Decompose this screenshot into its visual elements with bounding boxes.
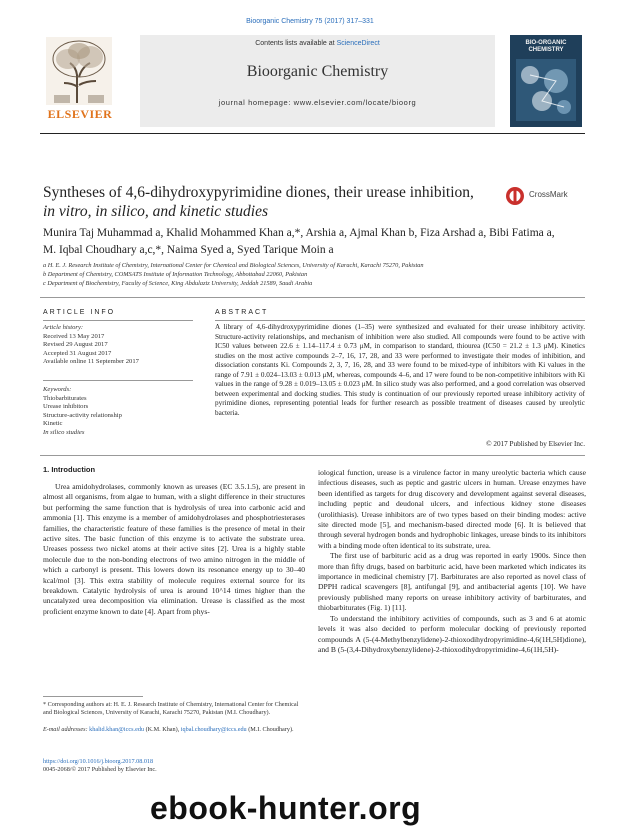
email-owner-choudhary: (M.I. Choudhary). xyxy=(248,726,294,733)
journal-masthead xyxy=(140,35,495,127)
email-link-khan[interactable]: khalid.khan@iccs.edu xyxy=(89,726,145,733)
authors-line1[interactable]: Munira Taj Muhammad a, Khalid Mohammed Khan a,*, Arshia a, Ajmal Khan b, Fiza Arshad a, Bibi Fatima a, xyxy=(43,227,555,239)
keywords-label: Keywords: xyxy=(43,386,72,393)
journal-homepage[interactable]: journal homepage: www.elsevier.com/locate/bioorg xyxy=(218,98,417,107)
affiliation-c: c Department of Biochemistry, Faculty of Science, King Abdulaziz University, Jeddah 21589, Saudi Arabia xyxy=(43,280,313,287)
issn-line: 0045-2068/© 2017 Published by Elsevier Inc. xyxy=(43,766,157,774)
keyword-item: Kinetic xyxy=(43,420,63,428)
journal-header xyxy=(40,35,585,130)
history-label: Article history: xyxy=(43,324,84,331)
crossmark-icon xyxy=(505,186,525,206)
article-title-line2: in vitro, in silico, and kinetic studies xyxy=(43,203,269,220)
affiliation-b: b Department of Chemistry, COMSATS Institute of Information Technology, Abbottabad 22060, Pakistan xyxy=(43,271,308,278)
journal-title: Bioorganic Chemistry xyxy=(246,63,389,80)
article-info-heading: ARTICLE INFO xyxy=(43,309,116,316)
email-owner-khan: (K.M. Khan), xyxy=(145,726,180,733)
footnote-rule xyxy=(43,696,143,697)
elsevier-tree-icon xyxy=(46,37,112,105)
abstract-copyright: © 2017 Published by Elsevier Inc. xyxy=(486,440,585,448)
author-list xyxy=(43,225,593,259)
article-info-rule xyxy=(43,320,193,321)
article-history xyxy=(43,324,193,367)
keyword-item: Structure-activity relationship xyxy=(43,411,122,419)
intro-paragraph: To understand the inhibitory activities of compounds, such as 3 and 6 at atomic levels it was also decided to perform molecular docking of previously reported compounds A (5-(4-Methylbenzylidene)-2-thioxodihydropyrimidine-4,6(1H,5H)dione), and B (5-(3,4-Dihydroxybenzylidene)-2-thioxodihydropyrimidine-4,6(1H,5H)- xyxy=(318,613,586,654)
abstract-rule xyxy=(215,320,585,321)
history-accepted: Accepted 31 August 2017 xyxy=(43,349,112,357)
history-revised: Revised 29 August 2017 xyxy=(43,341,108,349)
abstract-heading: ABSTRACT xyxy=(215,309,269,316)
intro-paragraph: Urea amidohydrolases, commonly known as ureases (EC 3.5.1.5), are present in almost all organisms, from algae to human, with a slight difference in their structures but performing the same function that is hydrolysis of urea into carbonic acid and ammonia [1]. This enzyme is a member of amidohydrolases and phosphotriesterases families, the characteristic feature of these families is the presence of metal in their active sites. The basic function of this enzyme is to activate the substrate urea. Ureases possess two nickel atoms at their active sites [2]. Urea is a highly stable molecule due to the non-bonding electrons of two amino nitrogen in the middle of which a carbonyl is present. This lowers down its resonance energy up to 30–40 kcal/mol [3]. This extra stability of molecule requires external source for its breakdown. Catalytic hydrolysis of urea is around 10^14 times higher than the uncatalyzed urea decomposition via elimination. Urease is classified as the most proficient enzyme known to date [4]. Apart from phys- xyxy=(43,482,305,616)
intro-left-column xyxy=(43,482,305,617)
contents-prefix: Contents lists available at xyxy=(255,40,335,47)
doi-block xyxy=(43,758,305,774)
keywords-block xyxy=(43,386,193,438)
keyword-item: Urease inhibitors xyxy=(43,403,89,411)
authors-line2[interactable]: M. Iqbal Choudhary a,c,*, Naima Syed a, Syed Tarique Moin a xyxy=(43,244,334,256)
abstract-text: A library of 4,6-dihydroxypyrimidine diones (1–35) were synthesized and evaluated for their urease inhibitory activity. Structure-activity relationships, and mechanism of inhibition were also studied. All compounds were found to be active with IC50 values between 22.6 ± 1.14–117.4 ± 0.73 μM, in comparison to standard, thiourea (IC50 = 21.2 ± 1.3 μM). Kinetics studies on the most active compounds 2–7, 16, 17, 28, and 33 were performed to investigate their modes of inhibition, and dissociation constants Ki. Compounds 2, 3, 7, 16, 28, and 33 were found to be mixed-type of inhibitors with Ki values in the range of 7.91 ± 0.024–13.03 ± 0.013 μM, whereas, compounds 4–6, and 17 were found to be non-competitive inhibitors with Ki values in the range of 9.28 ± 0.019–13.05 ± 0.023 μM. In silico study was also performed, and a good correlation was observed between experimental and docking studies. This study is continuation of our previously reported urease inhibitory activity of pyrimidine diones, representing potential leads for further research as possible treatment of diseases caused by ureolytic bacteria. xyxy=(215,323,585,417)
affiliation-a: a H. E. J. Research Institute of Chemistry, International Center for Chemical and Biological Sciences, University of Karachi, Karachi 75270, Pakistan xyxy=(43,262,424,269)
watermark-overlay: ebook-hunter.org xyxy=(150,790,422,826)
keyword-item: In silico studies xyxy=(43,428,85,436)
doi-link[interactable]: https://doi.org/10.1016/j.bioorg.2017.08.018 xyxy=(43,758,154,765)
email-label: E-mail addresses: xyxy=(43,726,88,733)
corresponding-footnote: * Corresponding authors at: H. E. J. Research Institute of Chemistry, International Center for Chemical and Biological Sciences, University of Karachi, Karachi 75270, Pakistan (M.I. Choudhary). xyxy=(43,701,299,717)
abstract-bottom-rule xyxy=(40,455,585,456)
intro-paragraph: iological function, urease is a virulence factor in many ureolytic bacteria which cause infectious diseases, such as peptic and gastric ulcers in human. Urease enzymes have been identified as targets for drug discovery and development against several diseases, including peptic and deudonal ulcers, and infectious kidney stone diseases (urolithiasis). Urease inhibitors are of two types based on their binding modes: active site directed mode [5], and mechanism-based directed mode [6]. It is believed that through several hydrogen bonds and hydrophobic linkages, urease binds to its inhibitors with a binding mode often identical to its substrate, urea. xyxy=(318,468,586,550)
affiliation-rule xyxy=(40,297,585,298)
elsevier-wordmark: ELSEVIER xyxy=(47,107,113,121)
crossmark-badge[interactable] xyxy=(505,186,590,206)
history-online: Available online 11 September 2017 xyxy=(43,358,139,366)
article-title xyxy=(43,183,493,221)
email-link-choudhary[interactable]: iqbal.choudhary@iccs.edu xyxy=(180,726,247,733)
section-heading-introduction: 1. Introduction xyxy=(43,465,96,474)
article-title-line1: Syntheses of 4,6-dihydroxypyrimidine diones, their urease inhibition, xyxy=(43,184,474,201)
sciencedirect-link[interactable]: ScienceDirect xyxy=(336,40,380,47)
keyword-item: Thiobarbiturates xyxy=(43,394,87,402)
header-rule xyxy=(40,133,585,134)
keywords-rule xyxy=(43,380,193,381)
cover-title: BIO-ORGANIC CHEMISTRY xyxy=(525,40,567,53)
intro-right-column xyxy=(318,468,586,655)
cover-molecule-graphic xyxy=(516,59,576,121)
elsevier-logo[interactable] xyxy=(40,35,118,127)
contents-line xyxy=(140,40,495,47)
intro-paragraph: The first use of barbituric acid as a drug was reported in early 1900s. Since then more than fifty drugs, based on barbituric acid, have been marketed which indicates its importance in medicinal chemistry [7]. Barbiturates are also reported as novel class of DPPH radical scavengers [8], antifungal [9], and antibacterial agents [10]. We have previously published many reports on urease inhibitory activity of barbiturates, and thiobarbiturates (Fig. 1) [11]. xyxy=(318,551,586,613)
history-received: Received 13 May 2017 xyxy=(43,332,105,340)
journal-reference[interactable]: Bioorganic Chemistry 75 (2017) 317–331 xyxy=(246,18,374,25)
email-footnote xyxy=(43,726,305,734)
crossmark-label: CrossMark xyxy=(529,190,568,199)
journal-cover-image[interactable] xyxy=(510,35,582,127)
